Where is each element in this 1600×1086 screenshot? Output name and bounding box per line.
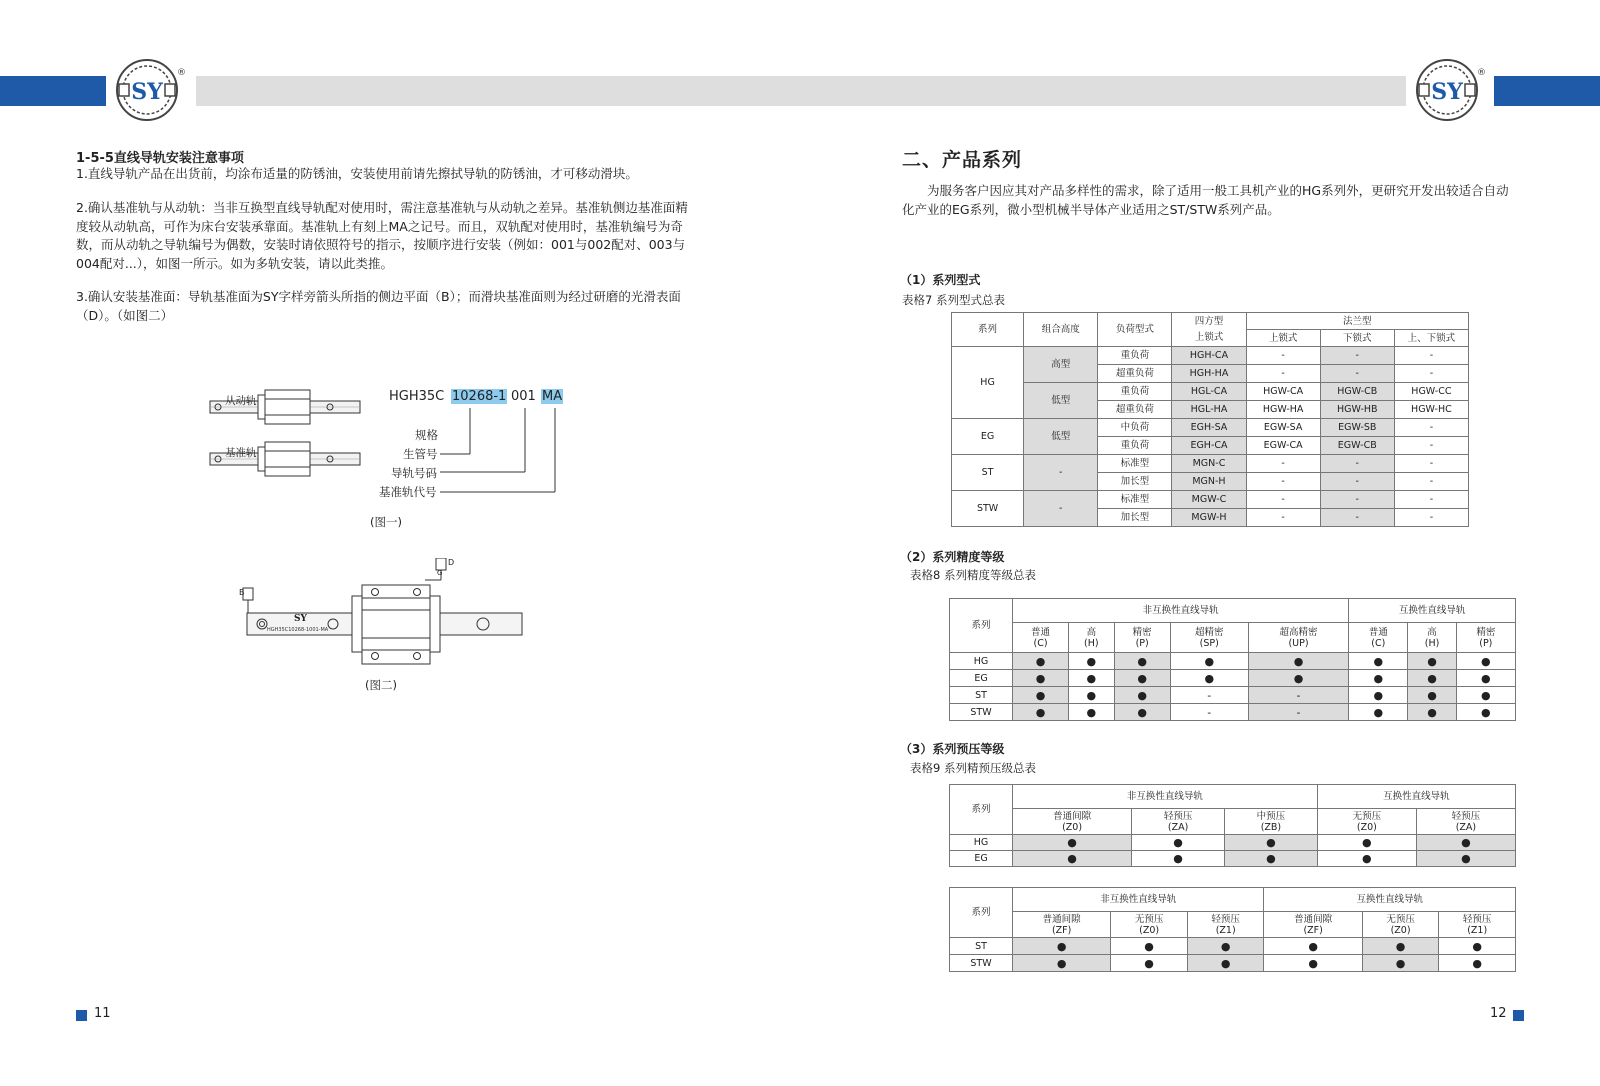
header-series: 系列 bbox=[950, 599, 1013, 653]
install-note-2-line: 度较从动轨高，可作为床台安装承靠面。基准轨上有刻上MA之记号。而且，双轨配对使用时，基准轨编号为奇 bbox=[76, 218, 683, 234]
model-cell: HGH-CA bbox=[1172, 347, 1246, 365]
grade-cell: ● bbox=[1013, 687, 1069, 704]
series-cell: HG bbox=[952, 347, 1024, 419]
preload-cell: ● bbox=[1013, 938, 1111, 955]
model-cell: - bbox=[1394, 455, 1468, 473]
preload-cell: ● bbox=[1111, 955, 1188, 972]
height-cell: 低型 bbox=[1024, 419, 1098, 455]
preload-cell: ● bbox=[1264, 938, 1362, 955]
grade-cell: ● bbox=[1170, 653, 1248, 670]
grade-cell: ● bbox=[1114, 704, 1170, 721]
grade-cell: ● bbox=[1408, 687, 1456, 704]
header-series: 系列 bbox=[952, 313, 1024, 347]
install-note-2-line: 004配对...），如图一所示。如为多轨安装，请以此类推。 bbox=[76, 255, 394, 271]
load-cell: 加长型 bbox=[1098, 509, 1172, 527]
model-cell: - bbox=[1246, 347, 1320, 365]
install-note-3-line: （D）。（如图二） bbox=[76, 307, 174, 323]
chapter-intro bbox=[902, 182, 1542, 219]
code-label-batch: 生管号 bbox=[403, 447, 438, 461]
page-number-marker-left bbox=[76, 1010, 87, 1021]
load-cell: 超重负荷 bbox=[1098, 365, 1172, 383]
preload-header: 普通间隙 (ZF) bbox=[1013, 912, 1111, 938]
series-cell: HG bbox=[950, 653, 1013, 670]
grade-cell: ● bbox=[1069, 704, 1115, 721]
code-prefix: HGH35C bbox=[389, 389, 445, 404]
series-cell: EG bbox=[952, 419, 1024, 455]
table-9-caption: 表格9 系列精预压级总表 bbox=[910, 761, 1036, 775]
page-number-marker-right bbox=[1513, 1010, 1524, 1021]
section-heading-preload: （3）系列预压等级 bbox=[900, 742, 1005, 756]
grade-header: 超精密 (SP) bbox=[1170, 623, 1248, 653]
series-cell: EG bbox=[950, 670, 1013, 687]
model-cell: HGL-CA bbox=[1172, 383, 1246, 401]
grade-cell: - bbox=[1170, 687, 1248, 704]
load-cell: 标准型 bbox=[1098, 455, 1172, 473]
model-cell: - bbox=[1246, 491, 1320, 509]
preload-header: 普通间隙 (ZF) bbox=[1264, 912, 1362, 938]
model-cell: - bbox=[1394, 509, 1468, 527]
preload-cell: ● bbox=[1264, 955, 1362, 972]
grade-cell: ● bbox=[1248, 670, 1348, 687]
preload-header: 轻预压 (ZA) bbox=[1416, 809, 1515, 835]
grade-header: 精密 (P) bbox=[1114, 623, 1170, 653]
grade-cell: ● bbox=[1349, 653, 1408, 670]
model-cell: - bbox=[1246, 509, 1320, 527]
model-cell: MGW-C bbox=[1172, 491, 1246, 509]
preload-table-st-stw bbox=[949, 887, 1516, 972]
datum-d-label: D bbox=[448, 558, 455, 567]
header-height: 组合高度 bbox=[1024, 313, 1098, 347]
header-flange-both: 上、下锁式 bbox=[1394, 330, 1468, 347]
preload-header: 无预压 (Z0) bbox=[1362, 912, 1439, 938]
section-heading-accuracy: （2）系列精度等级 bbox=[900, 550, 1005, 564]
brand-logo-right bbox=[1415, 58, 1479, 122]
code-segment-batch: 10268-1 bbox=[452, 389, 507, 404]
preload-cell: ● bbox=[1439, 938, 1516, 955]
model-cell: HGH-HA bbox=[1172, 365, 1246, 383]
preload-cell: ● bbox=[1132, 835, 1225, 851]
grade-header: 精密 (P) bbox=[1456, 623, 1515, 653]
model-cell: EGW-CB bbox=[1320, 437, 1394, 455]
grade-cell: ● bbox=[1408, 670, 1456, 687]
rail-engraving: HGH35C10268-1001-MA bbox=[267, 627, 329, 633]
grade-cell: ● bbox=[1456, 687, 1515, 704]
model-cell: - bbox=[1320, 365, 1394, 383]
figure-2-rail-block bbox=[235, 558, 535, 668]
series-cell: EG bbox=[950, 851, 1013, 867]
grade-header: 普通 (C) bbox=[1013, 623, 1069, 653]
model-cell: EGW-SB bbox=[1320, 419, 1394, 437]
svg-text:SY: SY bbox=[131, 79, 163, 105]
code-label-spec: 规格 bbox=[415, 428, 438, 442]
preload-header: 轻预压 (Z1) bbox=[1187, 912, 1264, 938]
preload-cell: ● bbox=[1225, 835, 1318, 851]
preload-cell: ● bbox=[1013, 955, 1111, 972]
load-cell: 加长型 bbox=[1098, 473, 1172, 491]
install-note-3-line: 3.确认安装基准面：导轨基准面为SY字样旁箭头所指的侧边平面（B）；而滑块基准面则为经过研磨的光滑表面 bbox=[76, 289, 681, 304]
code-leader-lines bbox=[440, 406, 560, 496]
grade-cell: ● bbox=[1349, 670, 1408, 687]
model-cell: - bbox=[1394, 491, 1468, 509]
preload-cell: ● bbox=[1362, 955, 1439, 972]
model-cell: - bbox=[1394, 473, 1468, 491]
preload-header: 普通间隙 (Z0) bbox=[1013, 809, 1132, 835]
grade-cell: - bbox=[1170, 704, 1248, 721]
header-load: 负荷型式 bbox=[1098, 313, 1172, 347]
model-cell: EGW-CA bbox=[1246, 437, 1320, 455]
load-cell: 中负荷 bbox=[1098, 419, 1172, 437]
grade-cell: ● bbox=[1114, 653, 1170, 670]
grade-cell: ● bbox=[1069, 687, 1115, 704]
preload-table-hg-eg bbox=[949, 784, 1516, 867]
series-types-table bbox=[951, 312, 1469, 527]
preload-cell: ● bbox=[1132, 851, 1225, 867]
brand-logo-left bbox=[115, 58, 179, 122]
code-label-rail-number: 导轨号码 bbox=[391, 466, 437, 480]
model-cell: MGN-H bbox=[1172, 473, 1246, 491]
model-cell: MGN-C bbox=[1172, 455, 1246, 473]
preload-cell: ● bbox=[1416, 835, 1515, 851]
grade-cell: ● bbox=[1408, 653, 1456, 670]
height-cell: - bbox=[1024, 455, 1098, 491]
registered-mark-right: ® bbox=[1477, 68, 1486, 78]
preload-cell: ● bbox=[1225, 851, 1318, 867]
accuracy-table bbox=[949, 598, 1516, 721]
preload-header: 轻预压 (Z1) bbox=[1439, 912, 1516, 938]
figure-2-caption: (图二) bbox=[365, 678, 397, 692]
header-flange-top: 上锁式 bbox=[1246, 330, 1320, 347]
header-non-interchangeable: 非互换性直线导轨 bbox=[1013, 888, 1264, 912]
code-segment-rail-number: 001 bbox=[511, 389, 536, 404]
model-cell: HGW-CB bbox=[1320, 383, 1394, 401]
model-cell: HGW-CA bbox=[1246, 383, 1320, 401]
code-label-base-marker: 基准轨代号 bbox=[379, 485, 437, 499]
preload-cell: ● bbox=[1317, 851, 1416, 867]
header-square: 四方型 bbox=[1172, 313, 1246, 330]
grade-header: 超高精密 (UP) bbox=[1248, 623, 1348, 653]
model-cell: - bbox=[1320, 509, 1394, 527]
grade-cell: ● bbox=[1408, 704, 1456, 721]
table-8-caption: 表格8 系列精度等级总表 bbox=[910, 568, 1036, 582]
preload-cell: ● bbox=[1416, 851, 1515, 867]
grade-cell: ● bbox=[1349, 704, 1408, 721]
header-non-interchangeable: 非互换性直线导轨 bbox=[1013, 599, 1349, 623]
preload-header: 无预压 (Z0) bbox=[1111, 912, 1188, 938]
header-accent-bar-right bbox=[1494, 76, 1600, 106]
model-cell: - bbox=[1246, 365, 1320, 383]
svg-text:SY: SY bbox=[1431, 79, 1463, 105]
load-cell: 重负荷 bbox=[1098, 383, 1172, 401]
header-flange: 法兰型 bbox=[1246, 313, 1468, 330]
model-cell: - bbox=[1320, 491, 1394, 509]
grade-cell: ● bbox=[1170, 670, 1248, 687]
page-number-left: 11 bbox=[94, 1006, 111, 1021]
model-cell: EGH-SA bbox=[1172, 419, 1246, 437]
grade-header: 高 (H) bbox=[1408, 623, 1456, 653]
load-cell: 标准型 bbox=[1098, 491, 1172, 509]
model-cell: HGW-HC bbox=[1394, 401, 1468, 419]
model-cell: - bbox=[1246, 473, 1320, 491]
install-note-1: 1.直线导轨产品在出货前，均涂布适量的防锈油，安装使用前请先擦拭导轨的防锈油，才可移动滑块。 bbox=[76, 166, 638, 181]
preload-cell: ● bbox=[1439, 955, 1516, 972]
grade-cell: - bbox=[1248, 687, 1348, 704]
grade-cell: ● bbox=[1114, 670, 1170, 687]
registered-mark-left: ® bbox=[177, 68, 186, 78]
section-heading-series-types: （1）系列型式 bbox=[900, 273, 981, 287]
series-cell: ST bbox=[952, 455, 1024, 491]
grade-cell: - bbox=[1248, 704, 1348, 721]
page-number-right: 12 bbox=[1490, 1006, 1507, 1021]
chapter-intro-line: 为服务客户因应其对产品多样性的需求，除了适用一般工具机产业的HG系列外，更研究开发出较适合自动 bbox=[927, 183, 1509, 198]
preload-header: 无预压 (Z0) bbox=[1317, 809, 1416, 835]
install-note-2 bbox=[76, 199, 716, 273]
header-accent-bar-left bbox=[0, 76, 106, 106]
grade-header: 高 (H) bbox=[1069, 623, 1115, 653]
header-band bbox=[196, 76, 1406, 106]
section-heading-install-notes: 1-5-5直线导轨安装注意事项 bbox=[76, 151, 244, 166]
load-cell: 重负荷 bbox=[1098, 437, 1172, 455]
grade-cell: ● bbox=[1248, 653, 1348, 670]
code-segment-base-marker: MA bbox=[542, 389, 563, 404]
table-7-caption: 表格7 系列型式总表 bbox=[902, 293, 1005, 307]
model-cell: - bbox=[1320, 473, 1394, 491]
datum-b-label: B bbox=[239, 588, 245, 597]
grade-cell: ● bbox=[1349, 687, 1408, 704]
series-cell: STW bbox=[950, 955, 1013, 972]
model-cell: EGH-CA bbox=[1172, 437, 1246, 455]
install-note-2-line: 2.确认基准轨与从动轨：当非互换型直线导轨配对使用时，需注意基准轨与从动轨之差异。基准轨侧边基准面精 bbox=[76, 200, 688, 215]
model-cell: - bbox=[1394, 365, 1468, 383]
model-cell: HGL-HA bbox=[1172, 401, 1246, 419]
model-cell: HGW-HA bbox=[1246, 401, 1320, 419]
grade-header: 普通 (C) bbox=[1349, 623, 1408, 653]
model-cell: - bbox=[1394, 437, 1468, 455]
header-interchangeable: 互换性直线导轨 bbox=[1264, 888, 1516, 912]
model-cell: EGW-SA bbox=[1246, 419, 1320, 437]
series-cell: STW bbox=[952, 491, 1024, 527]
grade-cell: ● bbox=[1456, 653, 1515, 670]
height-cell: 高型 bbox=[1024, 347, 1098, 383]
preload-header: 轻预压 (ZA) bbox=[1132, 809, 1225, 835]
preload-cell: ● bbox=[1187, 955, 1264, 972]
series-cell: STW bbox=[950, 704, 1013, 721]
preload-cell: ● bbox=[1362, 938, 1439, 955]
model-cell: - bbox=[1320, 347, 1394, 365]
series-cell: ST bbox=[950, 687, 1013, 704]
rail-brand-mark: SY bbox=[294, 614, 307, 624]
grade-cell: ● bbox=[1069, 653, 1115, 670]
series-cell: HG bbox=[950, 835, 1013, 851]
figure-1-caption: (图一) bbox=[370, 515, 402, 529]
header-interchangeable: 互换性直线导轨 bbox=[1349, 599, 1516, 623]
preload-cell: ● bbox=[1111, 938, 1188, 955]
model-cell: - bbox=[1394, 419, 1468, 437]
install-note-2-line: 数，而从动轨之导轨编号为偶数，安装时请依照符号的指示，按顺序进行安装（例如：001与002配对、003与 bbox=[76, 237, 686, 252]
header-series: 系列 bbox=[950, 785, 1013, 835]
model-cell: - bbox=[1320, 455, 1394, 473]
preload-cell: ● bbox=[1187, 938, 1264, 955]
load-cell: 超重负荷 bbox=[1098, 401, 1172, 419]
model-cell: HGW-HB bbox=[1320, 401, 1394, 419]
preload-header: 中预压 (ZB) bbox=[1225, 809, 1318, 835]
height-cell: 低型 bbox=[1024, 383, 1098, 419]
install-note-3 bbox=[76, 288, 716, 325]
preload-cell: ● bbox=[1013, 835, 1132, 851]
grade-cell: ● bbox=[1013, 704, 1069, 721]
chapter-title: 二、产品系列 bbox=[902, 149, 1023, 171]
model-cell: - bbox=[1394, 347, 1468, 365]
chapter-intro-line: 化产业的EG系列，微小型机械半导体产业适用之ST/STW系列产品。 bbox=[902, 201, 1280, 217]
driven-rail-label: 从动轨 bbox=[225, 395, 257, 407]
grade-cell: ● bbox=[1456, 704, 1515, 721]
model-cell: - bbox=[1246, 455, 1320, 473]
grade-cell: ● bbox=[1013, 653, 1069, 670]
datum-g-label: G bbox=[437, 569, 443, 577]
header-interchangeable: 互换性直线导轨 bbox=[1317, 785, 1515, 809]
grade-cell: ● bbox=[1013, 670, 1069, 687]
model-cell: MGW-H bbox=[1172, 509, 1246, 527]
header-series: 系列 bbox=[950, 888, 1013, 938]
preload-cell: ● bbox=[1317, 835, 1416, 851]
header-flange-bottom: 下锁式 bbox=[1320, 330, 1394, 347]
header-square-sub: 上锁式 bbox=[1172, 330, 1246, 347]
height-cell: - bbox=[1024, 491, 1098, 527]
preload-cell: ● bbox=[1013, 851, 1132, 867]
grade-cell: ● bbox=[1069, 670, 1115, 687]
header-non-interchangeable: 非互换性直线导轨 bbox=[1013, 785, 1318, 809]
model-cell: HGW-CC bbox=[1394, 383, 1468, 401]
series-cell: ST bbox=[950, 938, 1013, 955]
base-rail-label: 基准轨 bbox=[225, 447, 257, 459]
grade-cell: ● bbox=[1456, 670, 1515, 687]
load-cell: 重负荷 bbox=[1098, 347, 1172, 365]
grade-cell: ● bbox=[1114, 687, 1170, 704]
